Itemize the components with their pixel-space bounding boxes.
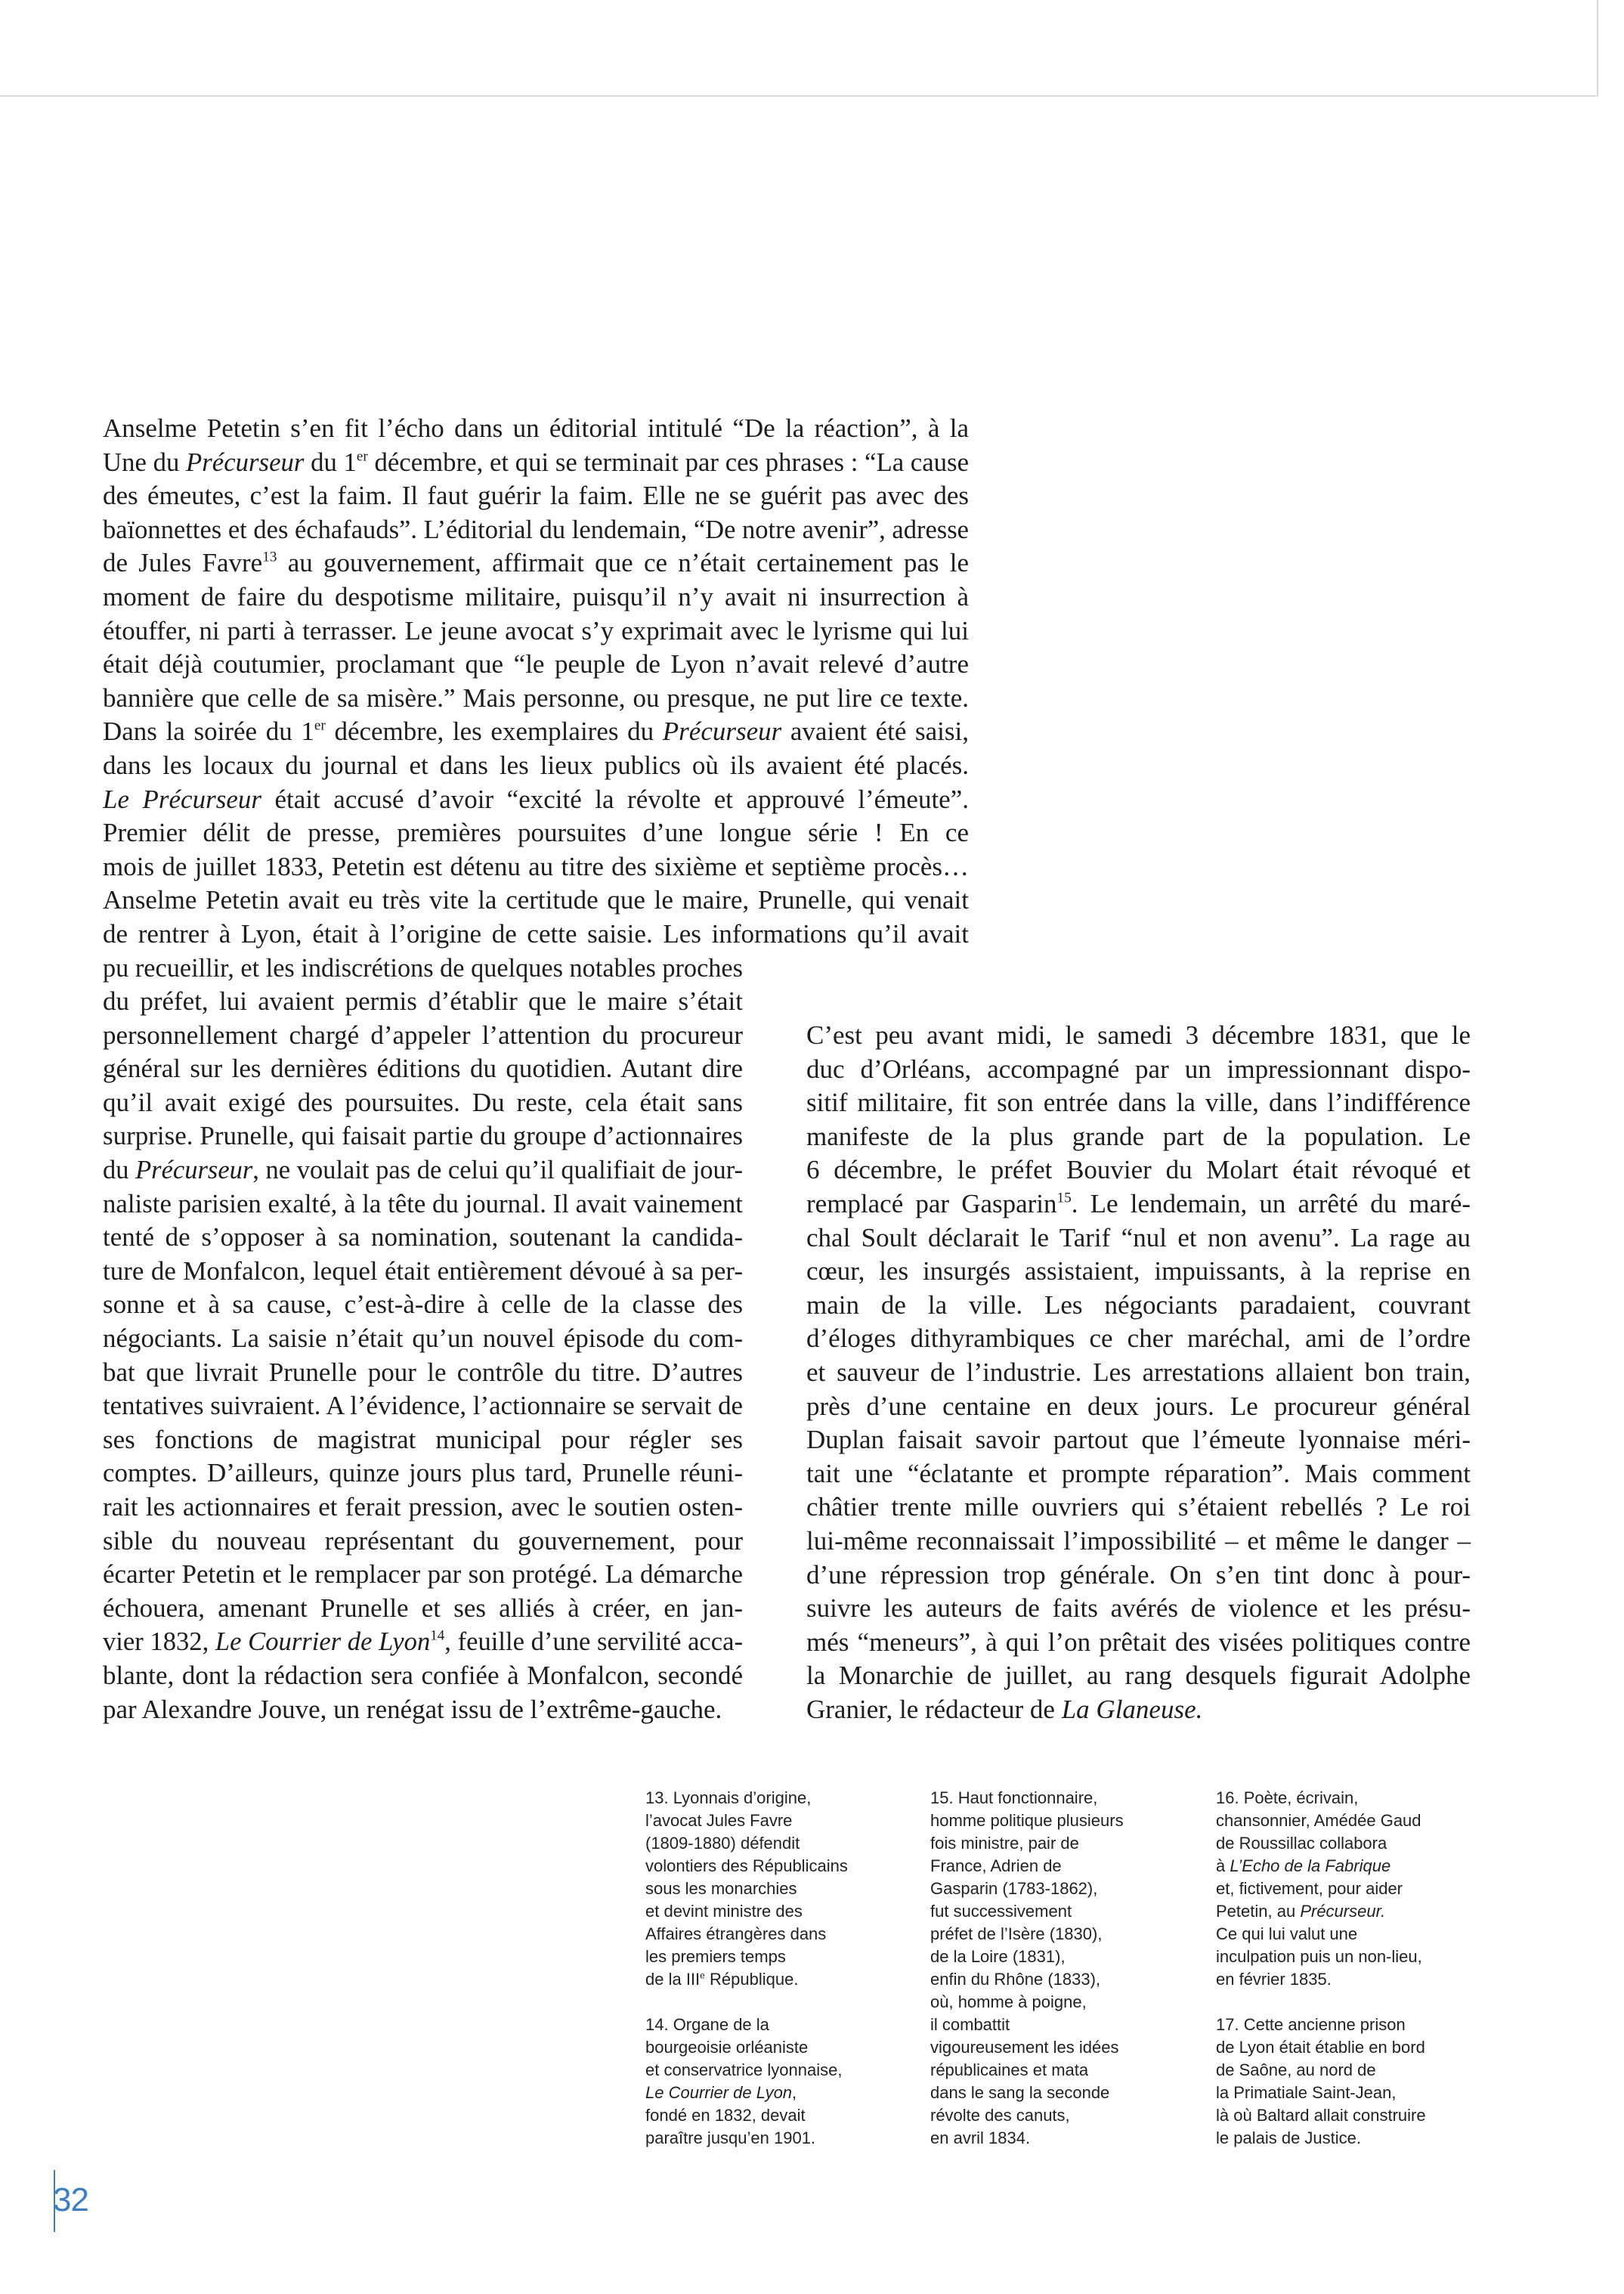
text-run: qu’il avait exigé des poursuites. Du reste, cela était sans: [103, 1087, 743, 1117]
text-run: République.: [704, 1970, 799, 1989]
body-line: [806, 1322, 1471, 1356]
footnote-line: [930, 2059, 1210, 2082]
footnote-line: [645, 1923, 925, 1946]
footnote-line: [645, 1810, 925, 1832]
text-run: surprise. Prunelle, qui faisait partie du groupe d’actionnaires: [103, 1121, 743, 1151]
body-line: [806, 1491, 1471, 1525]
footnote-line: [1216, 1923, 1503, 1946]
body-line: [103, 918, 981, 952]
body-line: [103, 412, 981, 446]
top-rule: [0, 95, 1596, 97]
footnote-line: [645, 1946, 925, 1968]
text-run: la Monarchie de juillet, au rang desquels figurait Adolphe: [806, 1661, 1471, 1691]
footnote-line: [930, 2127, 1210, 2150]
footnote: [1216, 1787, 1503, 1991]
italic-title: Le Précurseur: [103, 784, 261, 814]
body-line: [806, 1153, 1471, 1187]
body-line: [806, 1221, 1471, 1255]
text-run: enfin du Rhône (1833),: [930, 1970, 1101, 1989]
text-run: de rentrer à Lyon, était à l’origine de cette saisie. Les informations qu’il avait: [103, 918, 969, 949]
body-line: [103, 479, 981, 513]
superscript: 15: [1056, 1190, 1072, 1206]
body-line: [806, 1289, 1471, 1323]
text-run: vigoureusement les idées: [930, 2038, 1119, 2057]
footnote-line: [645, 2059, 925, 2082]
text-run: écarter Petetin et le remplacer par son protégé. La démarche: [103, 1559, 743, 1590]
footnote: [930, 1787, 1210, 2150]
body-line: [806, 1693, 1471, 1727]
footnote-line: [1216, 1787, 1503, 1810]
italic-title: L’Echo de la Fabrique: [1230, 1856, 1391, 1875]
body-line: [103, 446, 981, 480]
body-line: [103, 580, 981, 615]
text-run: Une du: [103, 447, 187, 477]
text-run: 13. Lyonnais d’origine,: [645, 1788, 812, 1807]
text-run: les premiers temps: [645, 1947, 786, 1966]
italic-title: Précurseur.: [1300, 1902, 1386, 1921]
text-run: et conservatrice lyonnaise,: [645, 2060, 843, 2079]
text-run: naliste parisien exalté, à la tête du journal. Il avait vainement: [103, 1188, 743, 1218]
text-run: Anselme Petetin avait eu très vite la certitude que le maire, Prunelle, qui venait: [103, 885, 969, 915]
superscript: 14: [430, 1627, 445, 1644]
text-run: chal Soult déclarait le Tarif “nul et non avenu”. La rage au: [806, 1222, 1471, 1252]
footnotes-column-2: [930, 1787, 1210, 2172]
text-run: d’éloges dithyrambiques ce cher maréchal, ami de l’ordre: [806, 1323, 1471, 1354]
text-run: de Jules Favre: [103, 548, 263, 578]
text-run: tenté de s’opposer à sa nomination, soutenant la candida-: [103, 1222, 743, 1252]
text-run: comptes. D’ailleurs, quinze jours plus tard, Prunelle réuni-: [103, 1458, 743, 1488]
footnote-line: [930, 1855, 1210, 1878]
body-line: [103, 985, 981, 1019]
body-line: [103, 513, 981, 547]
text-run: échouera, amenant Prunelle et ses alliés à créer, en jan-: [103, 1593, 743, 1623]
body-line: [806, 1187, 1471, 1221]
text-run: il combattit: [930, 2015, 1010, 2034]
text-run: mois de juillet 1833, Petetin est détenu au titre des sixième et septième procès…: [103, 851, 969, 881]
footnote-line: [1216, 2104, 1503, 2127]
right-rule: [1597, 0, 1598, 97]
italic-title: Précurseur: [135, 1155, 253, 1185]
footnote-line: [930, 2082, 1210, 2104]
body-line: [103, 749, 981, 783]
text-run: dans les locaux du journal et dans les lieux publics où ils avaient été placés.: [103, 750, 969, 780]
body-line: [103, 648, 981, 682]
footnotes-column-1: [645, 1787, 925, 2172]
text-run: lui-même reconnaissait l’impossibilité – et même le danger –: [806, 1525, 1471, 1556]
text-run: d’une répression trop générale. On s’en tint donc à pour-: [806, 1559, 1471, 1590]
text-run: 15. Haut fonctionnaire,: [930, 1788, 1098, 1807]
body-line: [806, 1592, 1471, 1626]
body-line: [806, 1356, 1471, 1390]
superscript: 13: [262, 549, 277, 565]
footnote-line: [1216, 2036, 1503, 2059]
body-line: [806, 1120, 1471, 1154]
text-run: volontiers des Républicains: [645, 1856, 848, 1875]
text-run: révolte des canuts,: [930, 2106, 1070, 2125]
text-run: et devint ministre des: [645, 1902, 803, 1921]
text-run: au gouvernement, affirmait que ce n’était certainement pas le: [277, 548, 969, 578]
footnote-line: [645, 1900, 925, 1923]
text-run: manifeste de la plus grande part de la population. Le: [806, 1121, 1471, 1151]
text-run: Anselme Petetin s’en fit l’écho dans un éditorial intitulé “De la réaction”, à la: [103, 413, 969, 443]
text-run: rait les actionnaires et ferait pression, avec le soutien osten-: [103, 1492, 743, 1522]
footnote-line: [1216, 1968, 1503, 1991]
footnote-line: [930, 1878, 1210, 1900]
text-run: fois ministre, pair de: [930, 1834, 1079, 1853]
text-run: Petetin, au: [1216, 1902, 1301, 1921]
footnote-line: [930, 1787, 1210, 1810]
text-run: et sauveur de l’industrie. Les arrestations allaient bon train,: [806, 1357, 1471, 1387]
text-run: Duplan faisait savoir partout que l’émeute lyonnaise méri-: [806, 1425, 1471, 1455]
text-run: paraître jusqu’en 1901.: [645, 2128, 816, 2147]
text-run: décembre, et qui se terminait par ces phrases : “La cause: [367, 447, 969, 477]
text-run: général sur les dernières éditions du quotidien. Autant dire: [103, 1054, 743, 1084]
text-run: dans le sang la seconde: [930, 2083, 1110, 2102]
text-run: . Le lendemain, un arrêté du maré-: [1071, 1188, 1471, 1218]
body-line: [103, 952, 981, 986]
footnote-line: [930, 1832, 1210, 1855]
text-run: étouffer, ni parti à terrasser. Le jeune avocat s’y exprimait avec le lyrisme qui lui: [103, 615, 969, 645]
text-run: de la III: [645, 1970, 701, 1989]
text-run: France, Adrien de: [930, 1856, 1062, 1875]
text-run: du: [103, 1155, 136, 1185]
text-run: duc d’Orléans, accompagné par un impressionnant dispo-: [806, 1054, 1471, 1084]
text-run: décembre, les exemplaires du: [325, 717, 663, 747]
text-run: Affaires étrangères dans: [645, 1924, 827, 1943]
text-run: chansonnier, Amédée Gaud: [1216, 1811, 1421, 1830]
footnote-line: [1216, 2127, 1503, 2150]
italic-title: Le Courrier de Lyon: [215, 1627, 431, 1657]
footnote-line: [930, 1900, 1210, 1923]
text-run: suivre les auteurs de faits avérés de violence et les présu-: [806, 1593, 1471, 1624]
text-run: més “meneurs”, à qui l’on prêtait des visées politiques contre: [806, 1627, 1471, 1657]
body-line: [103, 884, 981, 918]
superscript: e: [700, 1970, 705, 1981]
body-line: [806, 1626, 1471, 1660]
body-line: [806, 1423, 1471, 1457]
text-run: 14. Organe de la: [645, 2015, 769, 2034]
page-number: 32: [53, 2181, 88, 2218]
text-run: Gasparin (1783-1862),: [930, 1879, 1098, 1898]
text-run: tentatives suivraient. A l’évidence, l’actionnaire se servait de: [103, 1391, 743, 1421]
text-run: en avril 1834.: [930, 2128, 1031, 2147]
body-line: [103, 615, 981, 649]
text-run: en février 1835.: [1216, 1970, 1332, 1989]
superscript: er: [356, 448, 368, 465]
footnote-line: [1216, 1878, 1503, 1900]
footnote-line: [930, 2014, 1210, 2036]
footnote-line: [930, 1968, 1210, 1991]
text-run: ture de Monfalcon, lequel était entièrement dévoué à sa per-: [103, 1255, 743, 1286]
text-run: pu recueillir, et les indiscrétions de quelques notables proches: [103, 952, 743, 983]
footnote: [645, 1787, 925, 1991]
text-run: baïonnettes et des échafauds”. L’éditorial du lendemain, “De notre avenir”, adresse: [103, 514, 969, 544]
text-run: personnellement chargé d’appeler l’attention du procureur: [103, 1020, 743, 1050]
body-line: [806, 1053, 1471, 1087]
body-line: [806, 1019, 1471, 1053]
footnote-line: [645, 1878, 925, 1900]
footnote-line: [645, 2082, 925, 2104]
text-run: préfet de l’Isère (1830),: [930, 1924, 1103, 1943]
text-run: châtier trente mille ouvriers qui s’étaient rebellés ? Le roi: [806, 1492, 1471, 1522]
footnote-line: [930, 1991, 1210, 2014]
footnote-line: [1216, 1900, 1503, 1923]
superscript: er: [314, 717, 326, 734]
footnote-line: [930, 2036, 1210, 2059]
text-run: Dans la soirée du 1: [103, 717, 314, 747]
footnote-line: [1216, 2059, 1503, 2082]
body-line: [806, 1525, 1471, 1559]
text-run: sonne et à sa cause, c’est-à-dire à celle de la classe des: [103, 1289, 743, 1320]
footnote-line: [1216, 1832, 1503, 1855]
text-run: négociants. La saisie n’était qu’un nouvel épisode du com-: [103, 1323, 743, 1354]
footnote-line: [645, 2036, 925, 2059]
text-run: républicaines et mata: [930, 2060, 1089, 2079]
italic-title: Le Courrier de Lyon: [645, 2083, 793, 2102]
footnote-line: [645, 1855, 925, 1878]
text-run: , feuille d’une servilité acca-: [444, 1627, 743, 1657]
text-run: du 1: [304, 447, 357, 477]
footnote: [1216, 2014, 1503, 2150]
text-run: où, homme à poigne,: [930, 1992, 1087, 2011]
text-run: bourgeoisie orléaniste: [645, 2038, 809, 2057]
text-run: était déjà coutumier, proclamant que “le peuple de Lyon n’avait relevé d’autre: [103, 649, 969, 680]
body-line: [103, 682, 981, 716]
footnote-line: [1216, 2014, 1503, 2036]
text-run: (1809-1880) défendit: [645, 1834, 800, 1853]
text-run: homme politique plusieurs: [930, 1811, 1124, 1830]
italic-title: Précurseur: [662, 717, 782, 747]
text-run: , ne voulait pas de celui qu’il qualifiait de jour-: [252, 1155, 743, 1185]
body-line: [806, 1457, 1471, 1491]
body-line: [806, 1659, 1471, 1693]
text-run: avaient été saisi,: [781, 717, 970, 747]
text-run: de Roussillac collabora: [1216, 1834, 1387, 1853]
footnote-line: [645, 2104, 925, 2127]
text-run: cœur, les insurgés assistaient, impuissants, à la reprise en: [806, 1256, 1471, 1286]
text-run: la Primatiale Saint-Jean,: [1216, 2083, 1397, 2102]
text-run: et, fictivement, pour aider: [1216, 1879, 1403, 1898]
text-run: remplacé par Gasparin: [806, 1188, 1057, 1218]
footnote-line: [645, 1787, 925, 1810]
italic-title: La Glaneuse.: [1061, 1694, 1203, 1724]
text-run: du préfet, lui avaient permis d’établir que le maire s’était: [103, 986, 743, 1017]
footnote-line: [645, 1968, 925, 1991]
text-run: main de la ville. Les négociants paradaient, couvrant: [806, 1289, 1471, 1320]
text-run: par Alexandre Jouve, un renégat issu de l’extrême-gauche.: [103, 1694, 722, 1724]
text-run: ,: [792, 2083, 797, 2102]
body-line: [103, 715, 981, 749]
text-run: le palais de Justice.: [1216, 2128, 1361, 2147]
right-text-column: [806, 1019, 1471, 1726]
text-run: sitif militaire, fit son entrée dans la ville, dans l’indifférence: [806, 1088, 1471, 1118]
text-run: 17. Cette ancienne prison: [1216, 2015, 1406, 2034]
text-run: était accusé d’avoir “excité la révolte et approuvé l’émeute”.: [261, 784, 969, 814]
text-run: là où Baltard allait construire: [1216, 2106, 1426, 2125]
body-line: [806, 1086, 1471, 1120]
body-line: [103, 816, 981, 850]
body-line: [103, 850, 981, 884]
text-run: l’avocat Jules Favre: [645, 1811, 793, 1830]
text-run: tait une “éclatante et prompte réparation”. Mais comment: [806, 1458, 1471, 1488]
body-line: [806, 1559, 1471, 1593]
footnote-line: [1216, 1855, 1503, 1878]
text-run: ses fonctions de magistrat municipal pour régler ses: [103, 1424, 743, 1454]
body-line: [806, 1390, 1471, 1424]
footnote-line: [930, 1923, 1210, 1946]
text-run: de la Loire (1831),: [930, 1947, 1066, 1966]
footnote-line: [1216, 2082, 1503, 2104]
text-run: des émeutes, c’est la faim. Il faut guérir la faim. Elle ne se guérit pas avec des: [103, 481, 969, 511]
footnote-line: [645, 2127, 925, 2150]
text-run: Granier, le rédacteur de: [806, 1694, 1062, 1724]
footnote-line: [1216, 1810, 1503, 1832]
body-line: [806, 1255, 1471, 1289]
text-run: 16. Poète, écrivain,: [1216, 1788, 1359, 1807]
text-run: de Lyon était établie en bord: [1216, 2038, 1425, 2057]
text-run: vier 1832,: [103, 1627, 215, 1657]
footnote-line: [645, 1832, 925, 1855]
body-line: [103, 783, 981, 817]
footnote-line: [930, 1946, 1210, 1968]
text-run: fondé en 1832, devait: [645, 2106, 806, 2125]
text-run: bat que livrait Prunelle pour le contrôle du titre. D’autres: [103, 1357, 743, 1387]
footnote-line: [930, 1810, 1210, 1832]
footnote-line: [1216, 1946, 1503, 1968]
text-run: 6 décembre, le préfet Bouvier du Molart était révoqué et: [806, 1155, 1471, 1185]
italic-title: Précurseur: [186, 447, 305, 477]
footnote-line: [645, 2014, 925, 2036]
footnote: [645, 2014, 925, 2150]
text-run: inculpation puis un non-lieu,: [1216, 1947, 1422, 1966]
text-run: C’est peu avant midi, le samedi 3 décembre 1831, que le: [806, 1020, 1471, 1050]
text-run: bannière que celle de sa misère.” Mais personne, ou presque, ne put lire ce texte.: [103, 683, 969, 713]
text-run: fut successivement: [930, 1902, 1072, 1921]
text-run: sible du nouveau représentant du gouvernement, pour: [103, 1525, 743, 1556]
text-run: près d’une centaine en deux jours. Le procureur général: [806, 1391, 1471, 1421]
text-run: moment de faire du despotisme militaire, puisqu’il n’y avait ni insurrection à: [103, 581, 969, 611]
body-line: [103, 546, 981, 580]
text-run: Premier délit de presse, premières poursuites d’une longue série ! En ce: [103, 818, 969, 848]
text-run: de Saône, au nord de: [1216, 2060, 1376, 2079]
footnote-line: [930, 2104, 1210, 2127]
text-run: à: [1216, 1856, 1230, 1875]
text-run: Ce qui lui valut une: [1216, 1924, 1358, 1943]
footnotes-column-3: [1216, 1787, 1503, 2172]
text-run: blante, dont la rédaction sera confiée à Monfalcon, secondé: [103, 1660, 743, 1690]
text-run: sous les monarchies: [645, 1879, 797, 1898]
